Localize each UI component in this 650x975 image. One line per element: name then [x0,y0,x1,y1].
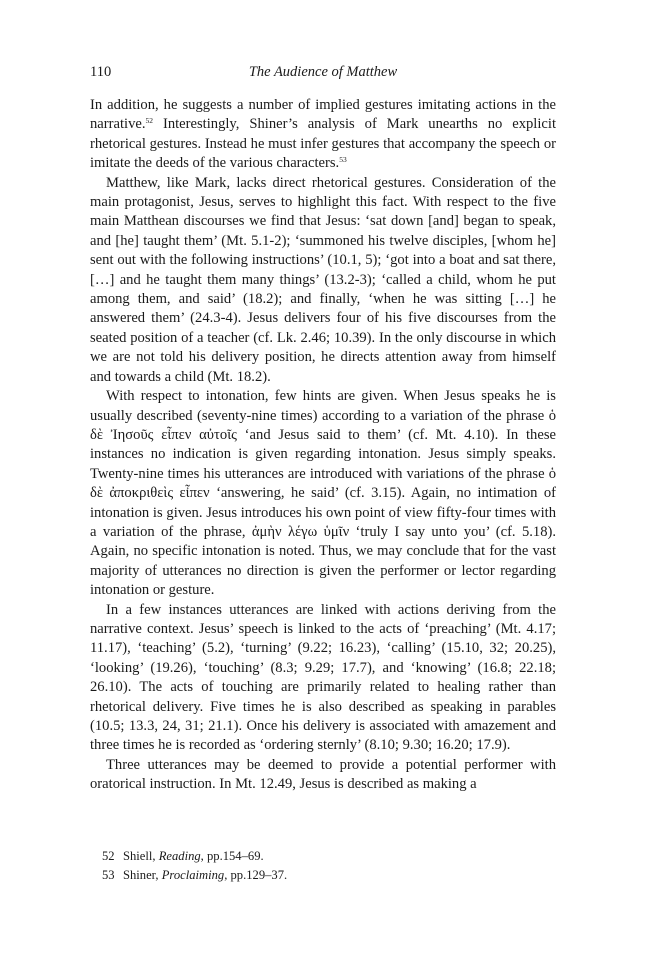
footnote-number: 53 [102,867,115,882]
paragraph: In addition, he suggests a number of implied gestures imitating actions in the narrative.$^{52}$ Interestingly, Shiner’s analysis of Mark unearths no explicit rhetorical gestures. Instead he must infer gestures that accompany the speech or imitate the deeds of the various characters.$^{53}$ [90,97,556,172]
paragraph: Three utterances may be deemed to provide a potential performer with oratorical instruction. In Mt. 12.49, Jesus is described as making a [90,756,556,793]
footnote-number: 52 [102,849,115,863]
paragraph: With respect to intonation, few hints are given. When Jesus speaks he is usually described (seventy-nine times) according to a variation of the phrase ὁ δὲ Ἰησοῦς εἶπεν αὐτοῖς ‘and Jesus said to them’ (cf. Mt. 4.10). In these instances no indication is given regarding intonation. Jesus simply speaks. Twenty-nine times his utterances are introduced with variations of the phrase ὁ δὲ ἀποκριθεὶς εἶπεν ‘answering, he said’ (cf. 3.15). Again, no intimation of intonation is given. Jesus introduces his own point of view fifty-four times with a variation of the phrase, ἀμὴν λέγω ὑμῖν ‘truly I say unto you’ (cf. 5.18). Again, no specific intonation is noted. Thus, we may conclude that for the vast majority of utterances no direction is given the performer or lector regarding intonation or gesture. [90,388,556,599]
body-text [90,96,556,795]
footnote-title: Reading [158,849,201,863]
footnote-title: Proclaiming [161,867,225,882]
footnote-ref[interactable]: 53 [339,155,347,165]
footnotes [102,847,556,884]
paragraph: Matthew, like Mark, lacks direct rhetorical gestures. Consideration of the main protagonist, Jesus, serves to highlight this fact. With respect to the five main Matthean discourses we find that Jesus: ‘sat down [and] began to speak, and [he] taught them’ (Mt. 5.1-2); ‘summoned his twelve disciples, [whom he] sent out with the following instructions’ (10.1, 5); ‘got into a boat and sat there, […] and he taught them many things’ (13.2-3); ‘called a child, whom he put among them, and said’ (18.2); and finally, ‘when he was sitting […] he answered them’ (24.3-4). Jesus delivers four of his five discourses from the seated position of a teacher (cf. Lk. 2.46; 10.39). In the only discourse in which we are not told his delivery position, he directs attention away from himself and towards a child (Mt. 18.2). [90,174,556,385]
page-header [90,64,556,84]
paragraph: In a few instances utterances are linked with actions deriving from the narrative context. Jesus’ speech is linked to the acts of ‘preaching’ (Mt. 4.17; 11.17), ‘teaching’ (5.2), ‘turning’ (9.22; 16.23), ‘calling’ (15.10, 32; 20.25), ‘looking’ (19.26), ‘touching’ (8.3; 9.29; 17.7), and ‘knowing’ (16.8; 22.18; 26.10). The acts of touching are primarily related to healing rather than rhetorical delivery. Five times he is also described as speaking in parables (10.5; 13.3, 24, 31; 21.1). Once his delivery is associated with amazement and three times he is recorded as ‘ordering sternly’ (8.10; 9.30; 16.20; 17.9). [90,601,556,754]
running-title: The Audience of Matthew [248,64,398,80]
footnote-ref[interactable]: 52 [145,116,154,126]
footnote: 52 Shiell, Reading, pp.154–69. [102,847,556,866]
page-number: 110 [90,64,112,80]
footnote: 53 Shiner, Proclaiming, pp.129–37. [102,866,556,885]
